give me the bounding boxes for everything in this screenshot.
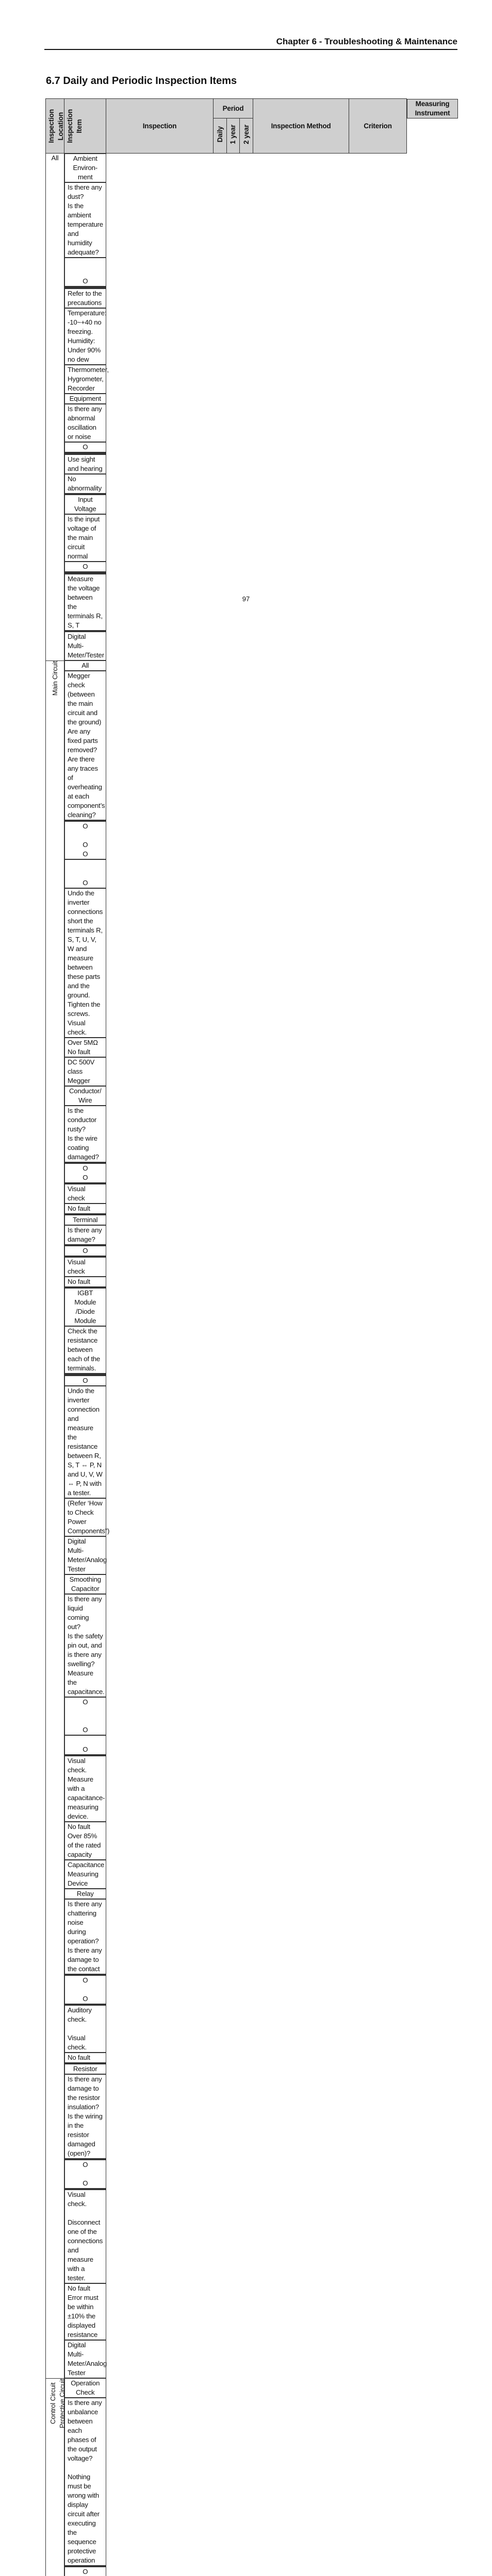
item-cell: Relay	[64, 1889, 106, 1899]
header-2-year: 2 year	[240, 118, 253, 154]
method-cell: Visual check. Measure with a capacitance-measuring device.	[64, 1756, 106, 1822]
item-cell: Equipment	[64, 394, 106, 404]
table-row	[46, 1574, 458, 1889]
item-cell: IGBT Module /Diode Module	[64, 1288, 106, 1326]
inspection-cell: Is there any abnormal oscillation or noise	[64, 404, 106, 442]
chapter-heading: Chapter 6 - Troubleshooting & Maintenance	[276, 37, 457, 46]
instrument-cell: DC 500V class Megger	[64, 1057, 106, 1086]
table-row	[46, 2064, 458, 2378]
inspection-cell: Is the conductor rusty? Is the wire coating damaged?	[64, 1106, 106, 1162]
table-row	[46, 1215, 458, 1288]
inspection-cell: Is there any dust? Is the ambient temperature and humidity adequate?	[64, 182, 106, 258]
instrument-cell: Digital Multi-Meter/Analog Tester	[64, 2340, 106, 2378]
location-cell: All	[46, 154, 64, 661]
method-cell: Visual check	[64, 1257, 106, 1277]
method-cell: Undo the inverter connections short the terminals R, S, T, U, V, W and measure between these parts and the ground. Tighten the screws. Visual check.	[64, 888, 106, 1038]
item-cell: Smoothing Capacitor	[64, 1574, 106, 1594]
header-method: Inspection Method	[253, 99, 349, 154]
section-title: 6.7 Daily and Periodic Inspection Items	[46, 75, 237, 87]
header-criterion: Criterion	[349, 99, 407, 154]
method-cell: Visual check	[64, 1184, 106, 1204]
item-cell: All	[64, 660, 106, 671]
header-daily: Daily	[214, 118, 227, 154]
year1-mark: O	[64, 1735, 106, 1755]
header-instrument: Measuring Instrument	[407, 99, 458, 118]
item-cell: Resistor	[64, 2064, 106, 2074]
daily-mark: O	[64, 258, 106, 286]
instrument-cell: Digital Multi-Meter/Tester	[64, 632, 106, 660]
item-cell: Terminal	[64, 1215, 106, 1225]
daily-mark: O O	[64, 1697, 106, 1735]
item-cell: Input Voltage	[64, 495, 106, 514]
year1-mark: O O	[64, 1975, 106, 2004]
inspection-cell: Is there any damage?	[64, 1225, 106, 1245]
header-period: Period	[214, 99, 253, 118]
method-cell: Refer to the precautions	[64, 289, 106, 308]
year1-mark: O O O	[64, 821, 106, 859]
header-location: Inspection Location	[46, 99, 64, 154]
header-rule	[44, 49, 457, 50]
item-cell: Operation Check	[64, 2378, 106, 2398]
criterion-cell: No fault Error must be within ±10% the displayed resistance	[64, 2283, 106, 2340]
table-row	[46, 394, 458, 495]
criterion-cell: (Refer ‘How to Check Power Components”)	[64, 1498, 106, 1536]
page-number: 97	[242, 595, 250, 603]
year1-mark: O O	[64, 1163, 106, 1183]
instrument-cell: Digital Multi-Meter/Analog Tester	[64, 1536, 106, 1574]
table-row	[46, 154, 458, 394]
item-cell: Ambient Environ- ment	[64, 154, 106, 182]
item-cell: Conductor/ Wire	[64, 1086, 106, 1106]
criterion-cell: No fault	[64, 1277, 106, 1287]
criterion-cell: No fault	[64, 2053, 106, 2063]
method-cell: Auditory check. Visual check.	[64, 2005, 106, 2053]
instrument-cell: Capacitance Measuring Device	[64, 1860, 106, 1889]
year1-mark: O O	[64, 2160, 106, 2189]
year1-mark: O	[64, 2567, 106, 2576]
header-1-year: 1 year	[227, 118, 240, 154]
method-cell: Visual check. Disconnect one of the connections and measure with a tester.	[64, 2190, 106, 2283]
table-row	[46, 1086, 458, 1215]
header-item: Inspection Item	[64, 99, 106, 154]
method-cell: Undo the inverter connection and measure the resistance between R, S, T ⇔ P, N and U, V, W ⇔ P, N with a tester.	[64, 1386, 106, 1498]
criterion-cell: Over 5MΩ No fault	[64, 1038, 106, 1057]
table-row	[46, 495, 458, 660]
criterion-cell: No fault Over 85% of the rated capacity	[64, 1822, 106, 1860]
inspection-cell: Is there any damage to the resistor insulation? Is the wiring in the resistor damaged (open)?	[64, 2074, 106, 2159]
method-cell: Use sight and hearing	[64, 454, 106, 474]
year2-mark: O	[64, 859, 106, 888]
table-row	[46, 1889, 458, 2064]
inspection-cell: Megger check (between the main circuit and the ground) Are any fixed parts removed? Are there any traces of overheating at each component’s cleaning?	[64, 671, 106, 820]
inspection-table	[45, 98, 458, 2576]
inspection-cell: Is there any liquid coming out? Is the safety pin out, and is there any swelling? Measure the capacitance.	[64, 1594, 106, 1697]
header-inspection: Inspection	[106, 99, 214, 154]
instrument-cell: Thermometer, Hygrometer, Recorder	[64, 365, 106, 394]
inspection-cell: Check the resistance between each of the terminals.	[64, 1326, 106, 1374]
criterion-cell: No fault	[64, 1204, 106, 1214]
table-row	[46, 2378, 458, 2576]
table-row	[46, 1288, 458, 1574]
daily-mark: O	[64, 442, 106, 452]
table-row	[46, 660, 458, 1086]
criterion-cell: Temperature: -10~+40 no freezing. Humidity: Under 90% no dew	[64, 308, 106, 365]
year2-mark: O	[64, 1376, 106, 1386]
location-cell: Control Circuit Protective Circuit	[46, 2378, 64, 2576]
criterion-cell: No abnormality	[64, 474, 106, 494]
method-cell: Measure the voltage between the terminals R, S, T	[64, 574, 106, 631]
year1-mark: O	[64, 1246, 106, 1256]
inspection-cell: Is there any chattering noise during operation? Is there any damage to the contact	[64, 1899, 106, 1974]
location-cell: Main Circuit	[46, 660, 64, 2378]
inspection-cell: Is the input voltage of the main circuit normal	[64, 514, 106, 562]
daily-mark: O	[64, 562, 106, 572]
inspection-cell: Is there any unbalance between each phases of the output voltage? Nothing must be wrong with display circuit after executing the sequence protective operation	[64, 2398, 106, 2566]
